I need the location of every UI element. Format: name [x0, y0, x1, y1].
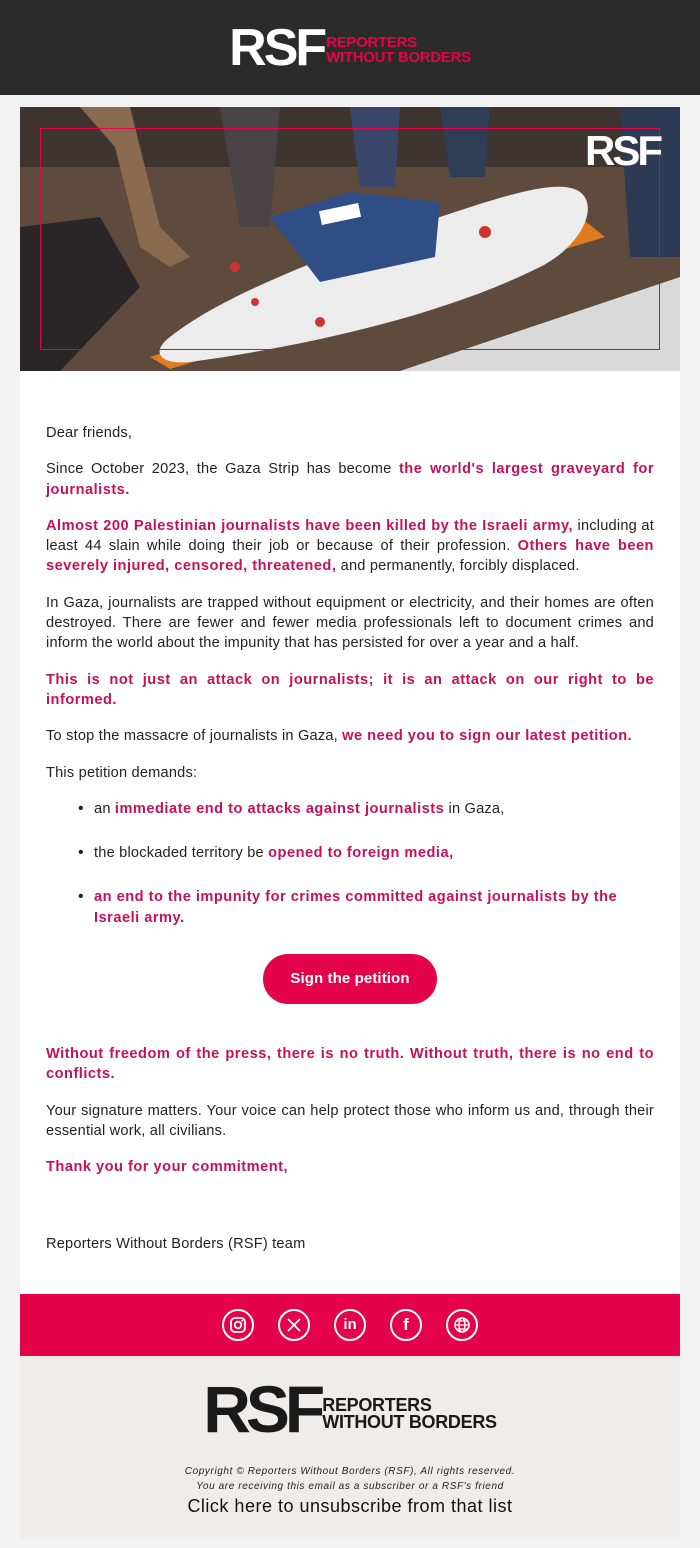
- copyright-text: Copyright © Reporters Without Borders (RSF), All rights reserved.: [184, 1465, 516, 1477]
- paragraph-conditions: In Gaza, journalists are trapped without equipment or electricity, and their homes are often destroyed. There are fewer and fewer media professionals left to document crimes and inform the world about the impunity that has persisted for over a year and a half.: [46, 594, 654, 652]
- casualties-text-1: including at least 44 slain while doing their job or because of their profession.: [46, 517, 654, 555]
- rsf-logo-mark: RSF: [229, 18, 325, 77]
- thanks-highlight: Thank you for your commitment,: [46, 1159, 289, 1176]
- freedom-highlight: Without freedom of the press, there is no truth. Without truth, there is no end to conflicts.: [46, 1046, 654, 1083]
- paragraph-thanks: [46, 1157, 654, 1177]
- paragraph-call-to-sign: [46, 726, 654, 746]
- hero-image: [20, 107, 680, 371]
- linkedin-icon[interactable]: [334, 1309, 366, 1341]
- paragraph-intro: [46, 459, 654, 500]
- casualties-text-2: and permanently, forcibly displaced.: [336, 558, 580, 575]
- facebook-icon[interactable]: [390, 1309, 422, 1341]
- list-item: [94, 799, 626, 819]
- list-item: [94, 843, 626, 863]
- email-header: [0, 0, 700, 95]
- casualties-highlight-2: Others have been severely injured, censored, threatened,: [46, 538, 654, 575]
- hero-frame: [40, 128, 660, 350]
- rsf-logo[interactable]: [229, 18, 471, 77]
- demand-2-post: ,: [449, 845, 454, 862]
- linkedin-glyph: in: [343, 1316, 357, 1334]
- casualties-highlight-1: Almost 200 Palestinian journalists have been killed by the Israeli army,: [46, 517, 574, 534]
- globe-icon[interactable]: [446, 1309, 478, 1341]
- cta-wrapper: [46, 954, 654, 1004]
- hero-rsf-logo: RSF: [585, 127, 660, 174]
- list-item: [94, 887, 626, 928]
- petition-demands-list: [94, 799, 654, 928]
- paragraph-intro-text: Since October 2023, the Gaza Strip has become: [46, 461, 399, 478]
- right-informed-highlight: This is not just an attack on journalists; it is an attack on our right to be informed.: [46, 671, 654, 708]
- x-icon[interactable]: [278, 1309, 310, 1341]
- paragraph-right-to-be-informed: [46, 670, 654, 711]
- signoff: Reporters Without Borders (RSF) team: [46, 1235, 306, 1252]
- demand-3-highlight: an end to the impunity for crimes committed against journalists by the Israeli army.: [94, 889, 618, 926]
- paragraph-freedom: [46, 1044, 654, 1085]
- demand-2-highlight: opened to foreign media: [268, 845, 450, 862]
- paragraph-intro-highlight: the world's largest graveyard for journalists.: [46, 461, 654, 498]
- email-body: [20, 371, 680, 1294]
- demand-2-pre: the blockaded territory be: [94, 845, 269, 862]
- call-to-sign-text: To stop the massacre of journalists in Gaza,: [46, 728, 343, 745]
- subscriber-note: You are receiving this email as a subscriber or a RSF's friend: [196, 1480, 504, 1492]
- instagram-icon[interactable]: [222, 1309, 254, 1341]
- demand-1-post: in Gaza,: [444, 800, 505, 817]
- copyright-notice: [40, 1464, 660, 1494]
- rsf-logo-line-2: WITHOUT BORDERS: [326, 48, 471, 66]
- footer-rsf-logo[interactable]: [40, 1371, 660, 1446]
- footer-logo-line-2: WITHOUT BORDERS: [322, 1411, 497, 1432]
- demand-1-highlight: immediate end to attacks against journalists: [114, 800, 445, 817]
- social-bar: [20, 1294, 680, 1356]
- email-container: [20, 107, 680, 1539]
- petition-demands-intro: This petition demands:: [46, 764, 198, 781]
- footer-logo-line-1: REPORTERS: [322, 1394, 432, 1415]
- sign-petition-button[interactable]: Sign the petition: [263, 954, 437, 1004]
- greeting: Dear friends,: [46, 425, 133, 441]
- footer-logo-words: [322, 1394, 497, 1432]
- rsf-logo-line-1: REPORTERS: [326, 34, 417, 52]
- rsf-logo-words: [326, 36, 471, 65]
- facebook-glyph: f: [403, 1315, 409, 1335]
- unsubscribe-link[interactable]: Click here to unsubscribe from that list: [187, 1495, 513, 1516]
- footer-logo-mark: RSF: [203, 1371, 321, 1446]
- paragraph-casualties: [46, 516, 654, 577]
- call-to-sign-highlight: we need you to sign our latest petition.: [342, 728, 633, 745]
- paragraph-signature-matters: Your signature matters. Your voice can help protect those who inform us and, through their essential work, all civilians.: [46, 1102, 654, 1139]
- demand-1-pre: an: [94, 800, 115, 817]
- email-footer: [20, 1356, 680, 1539]
